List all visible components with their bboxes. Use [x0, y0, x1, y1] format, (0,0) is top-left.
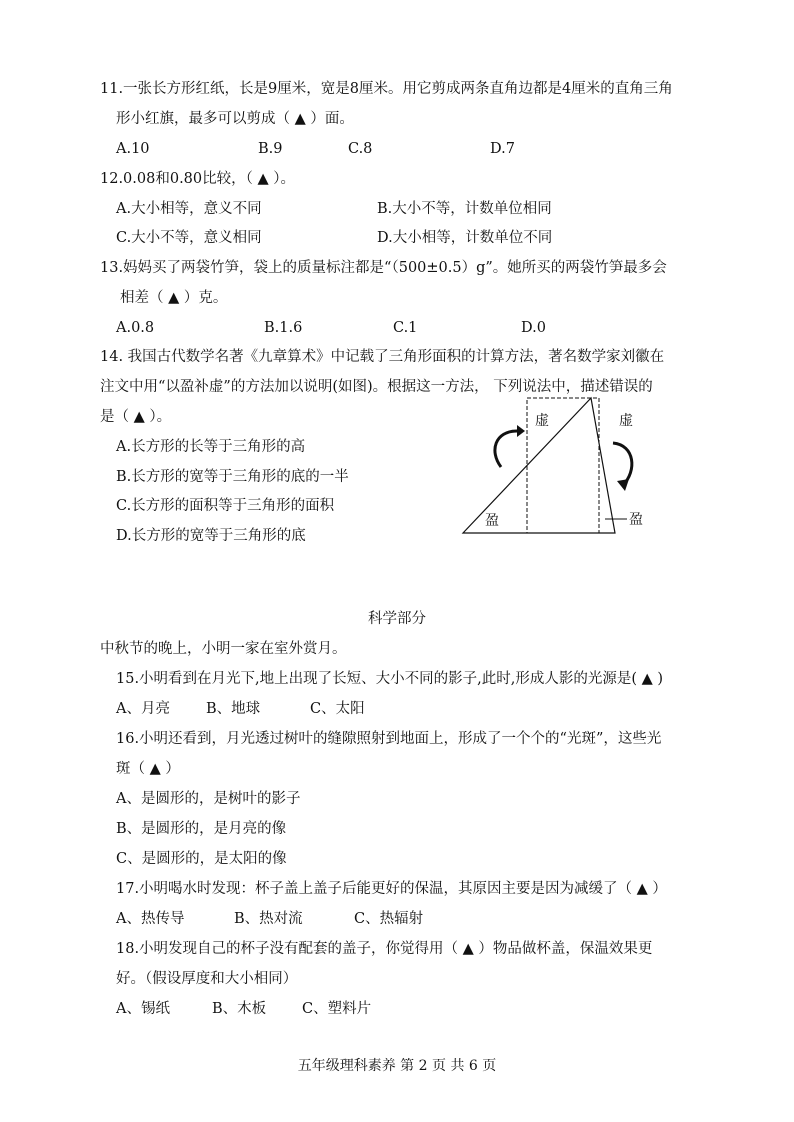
q11-option-d: D.7 [490, 141, 515, 157]
right-curve-arrow-icon [613, 443, 632, 485]
science-title: 科学部分 [368, 611, 426, 627]
q17-option-b: B、热对流 [234, 911, 303, 927]
label-ying-left: 盈 [485, 513, 499, 529]
q14-line3: 是（ ▲ ）。 [100, 409, 172, 425]
left-curve-arrow-icon [495, 431, 517, 467]
q12-option-c: C.大小不等，意义相同 [116, 230, 262, 246]
q13-option-c: C.1 [393, 320, 418, 336]
q11-line2: 形小红旗，最多可以剪成（ ▲ ）面。 [116, 111, 354, 127]
q13-line1: 13.妈妈买了两袋竹笋，袋上的质量标注都是“（500±0.5）g”。她所买的两袋竹笋最多会 [100, 260, 667, 276]
q13-option-b: B.1.6 [264, 320, 303, 336]
q16-line2: 斑（ ▲ ） [116, 761, 180, 777]
q11-option-a: A.10 [116, 141, 150, 157]
q14-line2: 注文中用“以盈补虚”的方法加以说明(如图)。根据这一方法， 下列说法中，描述错误的 [100, 379, 653, 395]
q12-option-a: A.大小相等，意义不同 [116, 201, 262, 217]
label-xu-right: 虚 [619, 413, 633, 429]
q17-line1: 17.小明喝水时发现：杯子盖上盖子后能更好的保温，其原因主要是因为减缓了（ ▲ ） [116, 881, 667, 897]
q16-option-a: A、是圆形的，是树叶的影子 [116, 791, 301, 807]
q18-option-c: C、塑料片 [302, 1001, 372, 1017]
q12-option-b: B.大小不等，计数单位相同 [377, 201, 552, 217]
q15-option-a: A、月亮 [116, 701, 170, 717]
q14-figure [455, 393, 665, 538]
q15-option-b: B、地球 [206, 701, 261, 717]
page-footer: 五年级理科素养 第 2 页 共 6 页 [297, 1058, 497, 1074]
label-xu-left: 虚 [535, 413, 549, 429]
q16-line1: 16.小明还看到，月光透过树叶的缝隙照射到地面上，形成了一个个的“光斑”，这些光 [116, 731, 662, 747]
q18-line2: 好。（假设厚度和大小相同） [116, 971, 298, 987]
q14-option-b: B.长方形的宽等于三角形的底的一半 [116, 469, 349, 485]
q13-option-d: D.0 [521, 320, 546, 336]
q11-option-c: C.8 [348, 141, 373, 157]
q12-option-d: D.大小相等，计数单位不同 [377, 230, 553, 246]
q17-option-c: C、热辐射 [354, 911, 424, 927]
left-arrowhead-icon [517, 425, 525, 437]
q17-option-a: A、热传导 [116, 911, 185, 927]
q11-option-b: B.9 [258, 141, 283, 157]
q14-option-d: D.长方形的宽等于三角形的底 [116, 528, 306, 544]
q11-line1: 11.一张长方形红纸，长是9厘米，宽是8厘米。用它剪成两条直角边都是4厘米的直角三角 [100, 81, 673, 97]
label-ying-right: 盈 [629, 512, 643, 528]
q15-option-c: C、太阳 [310, 701, 365, 717]
q14-line1: 14. 我国古代数学名著《九章算术》中记载了三角形面积的计算方法，著名数学家刘徽在 [100, 349, 665, 365]
q18-option-a: A、锡纸 [116, 1001, 170, 1017]
q18-option-b: B、木板 [212, 1001, 267, 1017]
q16-option-b: B、是圆形的，是月亮的像 [116, 821, 287, 837]
q12-line1: 12.0.08和0.80比较，（ ▲ ）。 [100, 171, 295, 187]
right-arrowhead-icon [617, 479, 629, 491]
q14-option-a: A.长方形的长等于三角形的高 [116, 439, 306, 455]
q15-line1: 15.小明看到在月光下,地上出现了长短、大小不同的影子,此时,形成人影的光源是( ▲ ) [116, 671, 664, 687]
q13-line2: 相差（ ▲ ）克。 [120, 290, 228, 306]
science-intro: 中秋节的晚上，小明一家在室外赏月。 [100, 641, 347, 657]
q16-option-c: C、是圆形的，是太阳的像 [116, 851, 287, 867]
q13-option-a: A.0.8 [116, 320, 155, 336]
q18-line1: 18.小明发现自己的杯子没有配套的盖子，你觉得用（ ▲ ）物品做杯盖，保温效果更 [116, 941, 653, 957]
q14-option-c: C.长方形的面积等于三角形的面积 [116, 498, 335, 514]
